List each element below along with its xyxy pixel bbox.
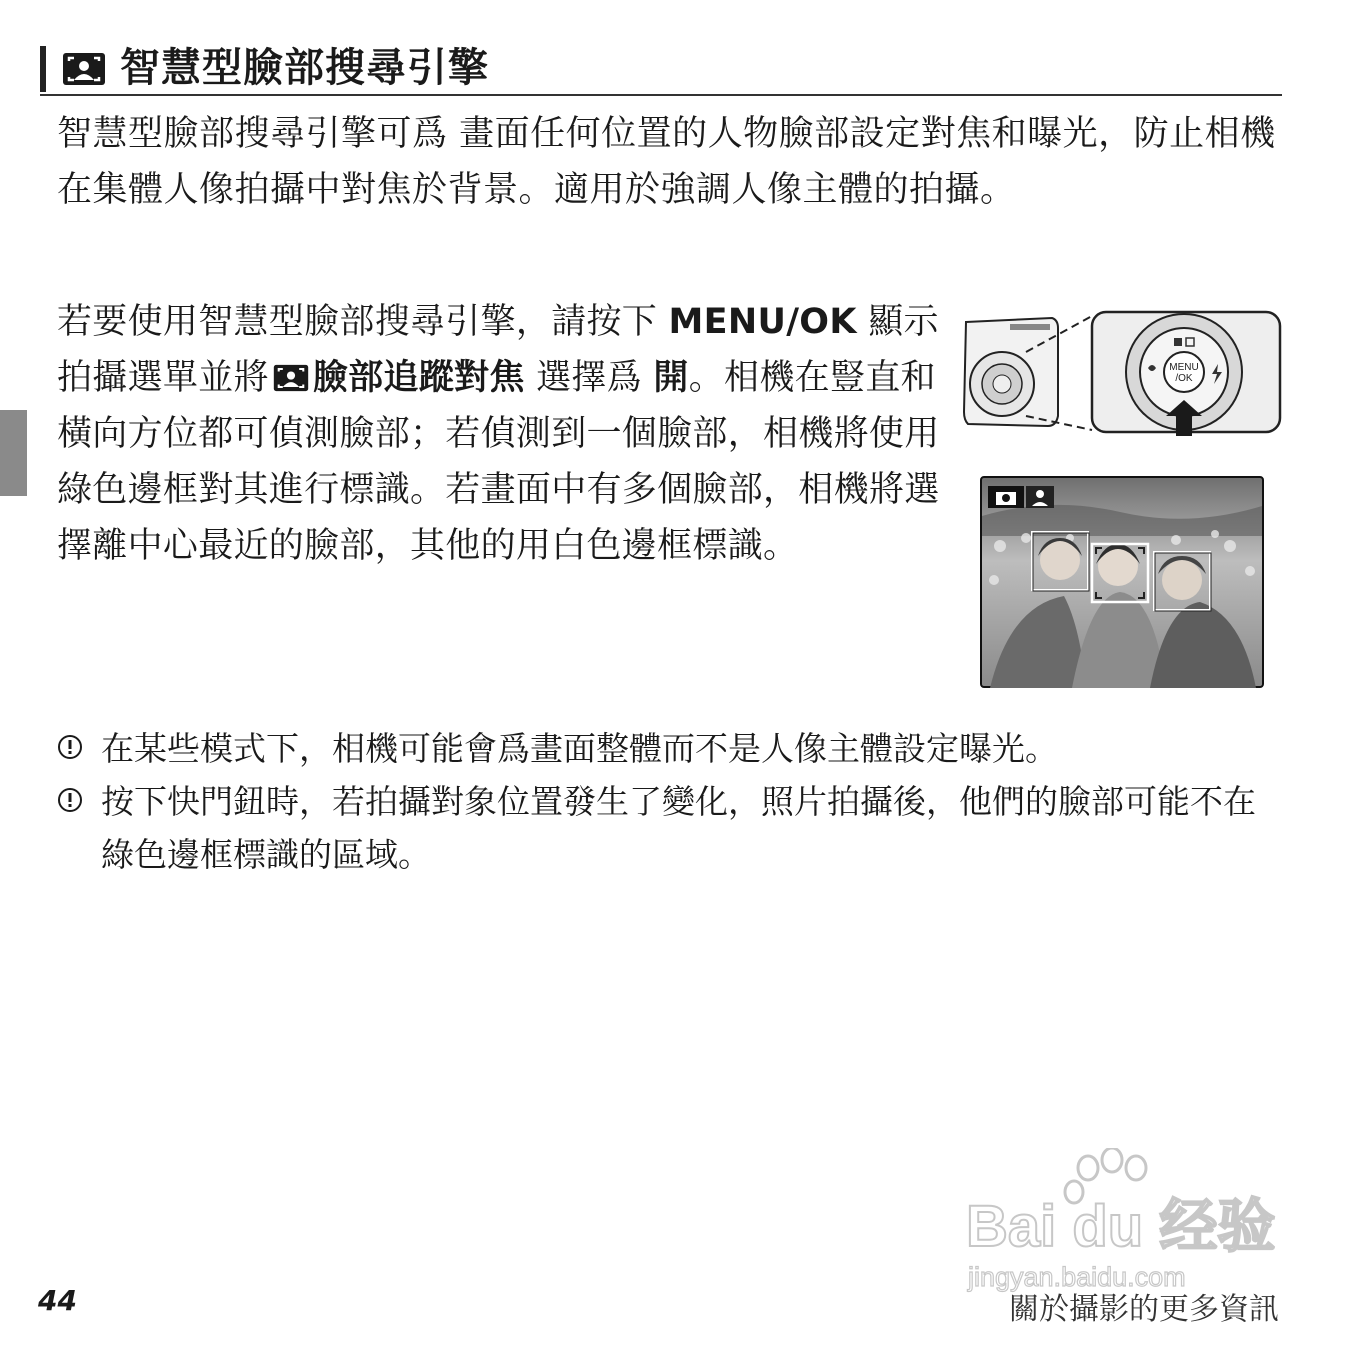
face-detection-icon bbox=[62, 52, 106, 86]
caution-note bbox=[57, 722, 1287, 775]
watermark-url: jingyan.baidu.com bbox=[968, 1262, 1186, 1292]
intro-paragraph: 智慧型臉部搜尋引擎可爲 畫面任何位置的人物臉部設定對焦和曝光，防止相機在集體人像拍攝中對焦於背景。適用於強調人像主體的拍攝。 bbox=[57, 114, 1276, 210]
instruction-text: 若要使用智慧型臉部搜尋引擎，請按下 bbox=[57, 302, 658, 342]
caution-note bbox=[57, 775, 1287, 881]
page-number: 44 bbox=[38, 1284, 77, 1317]
on-value: 開 bbox=[653, 358, 689, 398]
caution-text: 按下快門鈕時，若拍攝對象位置發生了變化，照片拍攝後，他們的臉部可能不在綠色邊框標識的區域。 bbox=[101, 782, 1256, 874]
header-bar bbox=[40, 46, 46, 92]
section-footer-label: 關於攝影的更多資訊 bbox=[1009, 1292, 1279, 1327]
chapter-tab bbox=[0, 410, 27, 496]
caution-icon bbox=[57, 734, 83, 760]
caution-icon bbox=[57, 787, 83, 813]
camera-lcd-face-detection-preview bbox=[980, 476, 1264, 688]
menu-button-label: MENU bbox=[1169, 362, 1199, 373]
trash-icon bbox=[1174, 338, 1182, 346]
section-header bbox=[40, 40, 1282, 96]
page-title: 智慧型臉部搜尋引擎 bbox=[120, 45, 489, 91]
menu-ok-button-label: MENU/OK bbox=[668, 302, 857, 342]
instruction-text: 顯示拍攝選單並將 bbox=[57, 302, 939, 398]
caution-text: 在某些模式下，相機可能會爲畫面整體而不是人像主體設定曝光。 bbox=[101, 729, 1058, 768]
instruction-text: 選擇爲 bbox=[536, 358, 642, 398]
ok-button-label: /OK bbox=[1175, 373, 1193, 384]
instructions-paragraph bbox=[57, 294, 943, 574]
caution-notes bbox=[57, 722, 1287, 881]
watermark-brand: Bai du 经验 bbox=[966, 1194, 1276, 1259]
menu-item-name: 臉部追蹤對焦 bbox=[312, 358, 525, 398]
camera-menu-button-illustration bbox=[962, 308, 1282, 448]
instruction-text: 。相機在豎直和橫向方位都可偵測臉部；若偵測到一個臉部，相機將使用綠色邊框對其進行標識。若畫面中有多個臉部，相機將選擇離中心最近的臉部，其他的用白色邊框標識。 bbox=[57, 358, 940, 566]
face-detection-icon bbox=[273, 364, 309, 392]
